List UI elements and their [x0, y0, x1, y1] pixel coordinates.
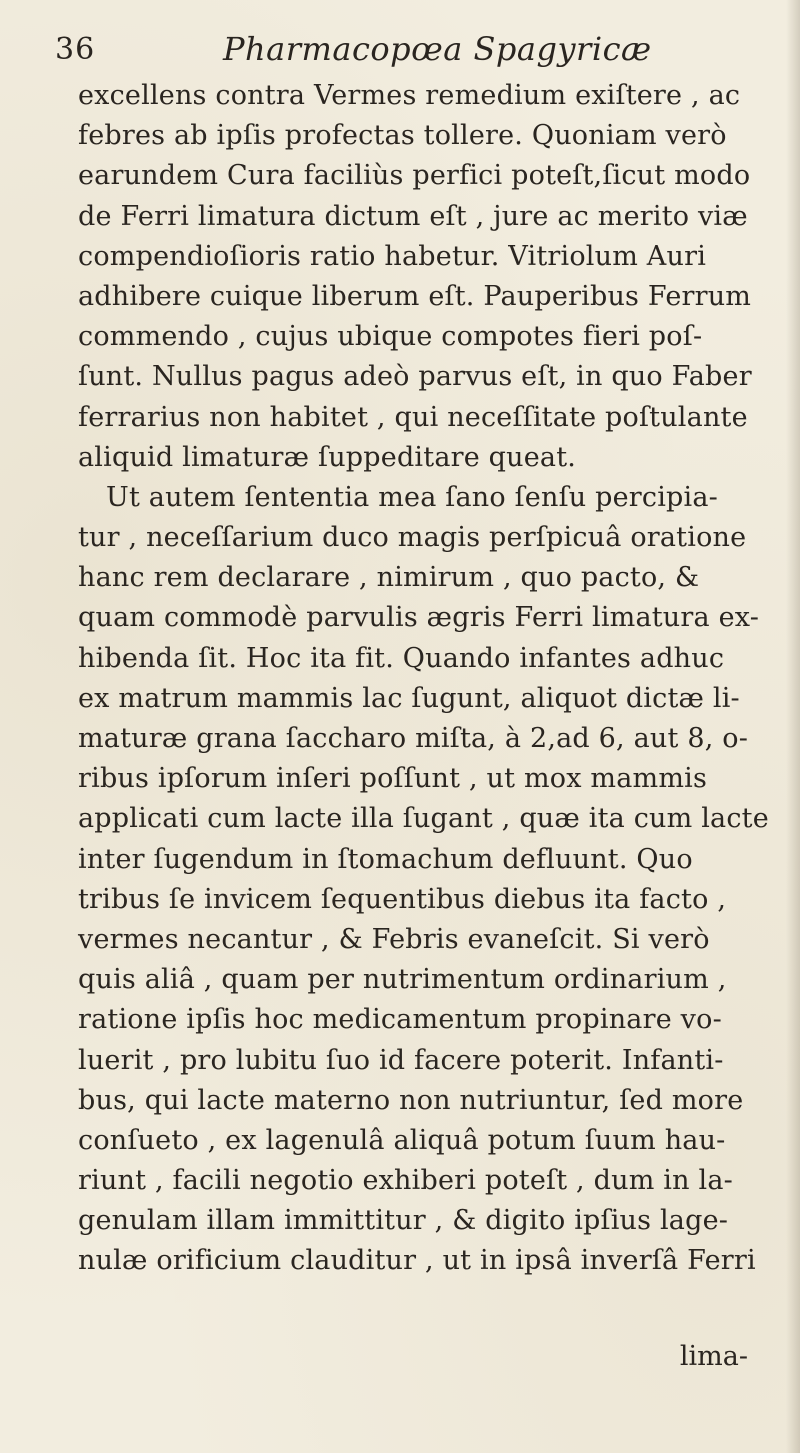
- text-line: maturæ grana ſaccharo miſta, à 2,ad 6, aut 8, o-: [78, 723, 749, 754]
- text-line: vermes necantur , & Febris evaneſcit. Si verò: [78, 923, 710, 955]
- text-line: ex matrum mammis lac ſugunt, aliquot dictæ li-: [78, 682, 740, 714]
- text-line: quis aliâ , quam per nutrimentum ordinarium ,: [78, 964, 727, 996]
- text-line: applicati cum lacte illa ſugant , quæ ita cum lacte: [78, 803, 769, 835]
- text-line: hanc rem declarare , nimirum , quo pacto, &: [78, 562, 700, 594]
- text-line: quam commodè parvulis ægris Ferri limatura ex-: [78, 602, 760, 634]
- text-line: bus, qui lacte materno non nutriuntur, ſed more: [78, 1084, 744, 1116]
- text-line: luerit , pro lubitu ſuo id facere poterit. Infanti-: [78, 1044, 724, 1076]
- text-line: Ut autem ſententia mea ſano ſenſu percipia-: [106, 481, 718, 513]
- catchword: lima-: [679, 1341, 748, 1372]
- text-line: ribus ipſorum inſeri poſſunt , ut mox mammis: [78, 763, 708, 795]
- page-edge-shadow: [786, 0, 800, 1453]
- body-text: [78, 76, 778, 1282]
- text-line: excellens contra Vermes remedium exiſtere , ac: [78, 80, 741, 111]
- text-line: riunt , facili negotio exhiberi poteſt , dum in la-: [78, 1165, 733, 1197]
- text-line: genulam illam immittitur , & digito ipſius lage-: [78, 1205, 729, 1237]
- text-line: ratione ipſis hoc medicamentum propinare vo-: [78, 1004, 722, 1036]
- text-line: ferrarius non habitet , qui neceſſitate poſtulante: [78, 401, 748, 433]
- page-number: 36: [55, 32, 96, 67]
- text-line: de Ferri limatura dictum eſt , jure ac merito viæ: [78, 200, 748, 232]
- page-header: [55, 28, 775, 76]
- text-line: aliquid limaturæ ſuppeditare queat.: [78, 441, 577, 473]
- text-line: hibenda ſit. Hoc ita fit. Quando infantes adhuc: [78, 642, 725, 674]
- text-line: adhibere cuique liberum eſt. Pauperibus Ferrum: [78, 280, 752, 312]
- text-line: tribus ſe invicem ſequentibus diebus ita facto ,: [78, 883, 727, 915]
- text-line: compendioſioris ratio habetur. Vitriolum Auri: [78, 240, 707, 272]
- text-line: nulæ orificium clauditur , ut in ipsâ inverſâ Ferri: [78, 1245, 756, 1277]
- text-line: febres ab ipſis profectas tollere. Quoniam verò: [78, 120, 727, 152]
- text-line: ſunt. Nullus pagus adeò parvus eſt, in quo Faber: [78, 361, 752, 393]
- running-title: Pharmacopœa Spagyricæ: [223, 30, 652, 68]
- text-line: commendo , cujus ubique compotes fieri poſ-: [78, 321, 703, 353]
- text-line: conſueto , ex lagenulâ aliquâ potum ſuum hau-: [78, 1124, 726, 1156]
- text-line: earundem Cura faciliùs perfici poteſt,ſicut modo: [78, 160, 751, 192]
- text-line: inter ſugendum in ſtomachum defluunt. Quo: [78, 843, 693, 875]
- text-line: tur , neceſſarium duco magis perſpicuâ oratione: [78, 522, 747, 554]
